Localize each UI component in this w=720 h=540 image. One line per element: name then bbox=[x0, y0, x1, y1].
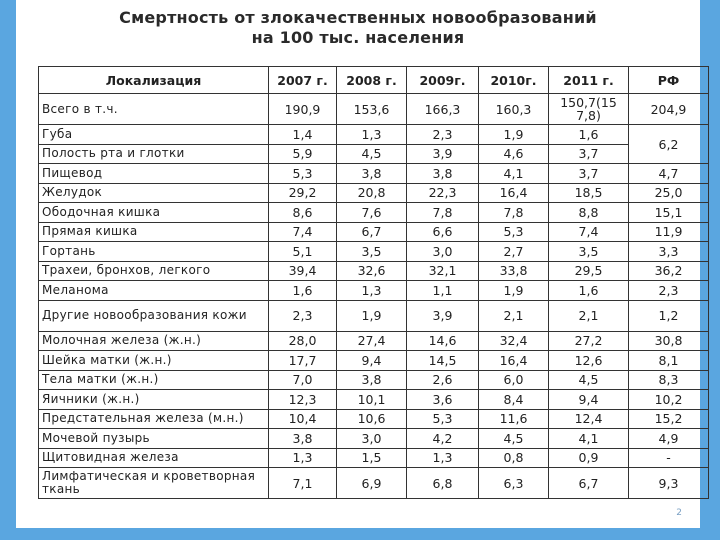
cell-value: 20,8 bbox=[337, 183, 407, 203]
cell-value: 7,1 bbox=[269, 468, 337, 499]
cell-value: 3,8 bbox=[407, 164, 479, 184]
cell-value: 28,0 bbox=[269, 331, 337, 351]
cell-localization: Яичники (ж.н.) bbox=[39, 390, 269, 410]
cell-value: 4,1 bbox=[479, 164, 549, 184]
cell-value: 1,6 bbox=[549, 125, 629, 145]
cell-value: 1,2 bbox=[629, 300, 709, 331]
cell-value: 8,4 bbox=[479, 390, 549, 410]
slide-title bbox=[16, 8, 700, 48]
cell-value: 6,8 bbox=[407, 468, 479, 499]
cell-value: 2,3 bbox=[629, 281, 709, 301]
cell-value: 3,5 bbox=[549, 242, 629, 262]
header-2007: 2007 г. bbox=[269, 67, 337, 94]
cell-value: 36,2 bbox=[629, 261, 709, 281]
cell-value: 1,9 bbox=[479, 281, 549, 301]
cell-value: 1,6 bbox=[269, 281, 337, 301]
cell-value: 0,8 bbox=[479, 448, 549, 468]
cell-localization: Полость рта и глотки bbox=[39, 144, 269, 164]
cell-value: 4,5 bbox=[479, 429, 549, 449]
table-row bbox=[39, 281, 709, 301]
cell-value: 1,3 bbox=[269, 448, 337, 468]
cell-value: 27,2 bbox=[549, 331, 629, 351]
cell-value: 153,6 bbox=[337, 94, 407, 125]
cell-value: 6,7 bbox=[549, 468, 629, 499]
cell-value: 1,9 bbox=[337, 300, 407, 331]
cell-value: 3,8 bbox=[269, 429, 337, 449]
cell-value: 150,7(15 7,8) bbox=[549, 94, 629, 125]
cell-value: 4,5 bbox=[337, 144, 407, 164]
cell-value: 8,6 bbox=[269, 203, 337, 223]
cell-value: 3,3 bbox=[629, 242, 709, 262]
cell-value: 14,6 bbox=[407, 331, 479, 351]
cell-value: 14,5 bbox=[407, 351, 479, 371]
cell-value: 22,3 bbox=[407, 183, 479, 203]
cell-value: 3,7 bbox=[549, 164, 629, 184]
mortality-table bbox=[38, 66, 709, 499]
cell-value: 30,8 bbox=[629, 331, 709, 351]
cell-value: 1,5 bbox=[337, 448, 407, 468]
cell-value: 11,6 bbox=[479, 409, 549, 429]
cell-value: 8,8 bbox=[549, 203, 629, 223]
table-header-row bbox=[39, 67, 709, 94]
cell-value: 6,9 bbox=[337, 468, 407, 499]
cell-value: 18,5 bbox=[549, 183, 629, 203]
cell-value: 1,6 bbox=[549, 281, 629, 301]
cell-value: 166,3 bbox=[407, 94, 479, 125]
cell-localization: Шейка матки (ж.н.) bbox=[39, 351, 269, 371]
header-2010: 2010г. bbox=[479, 67, 549, 94]
cell-value: 17,7 bbox=[269, 351, 337, 371]
cell-value: 3,6 bbox=[407, 390, 479, 410]
cell-value: 5,3 bbox=[269, 164, 337, 184]
title-line-2: на 100 тыс. населения bbox=[251, 28, 465, 47]
cell-value: 6,0 bbox=[479, 370, 549, 390]
table-row bbox=[39, 429, 709, 449]
cell-value: 0,9 bbox=[549, 448, 629, 468]
cell-value: 3,0 bbox=[407, 242, 479, 262]
cell-value: 16,4 bbox=[479, 183, 549, 203]
cell-value: 32,1 bbox=[407, 261, 479, 281]
page-number: 2 bbox=[676, 508, 682, 518]
cell-value: 9,3 bbox=[629, 468, 709, 499]
cell-value: 6,7 bbox=[337, 222, 407, 242]
cell-value: 6,6 bbox=[407, 222, 479, 242]
table-row bbox=[39, 242, 709, 262]
cell-value: 1,3 bbox=[407, 448, 479, 468]
cell-localization: Пищевод bbox=[39, 164, 269, 184]
cell-value: 3,9 bbox=[407, 144, 479, 164]
cell-localization: Щитовидная железа bbox=[39, 448, 269, 468]
cell-value: 12,3 bbox=[269, 390, 337, 410]
cell-value: 7,6 bbox=[337, 203, 407, 223]
cell-value: 7,0 bbox=[269, 370, 337, 390]
cell-value: 10,6 bbox=[337, 409, 407, 429]
cell-value: - bbox=[629, 448, 709, 468]
cell-value: 3,8 bbox=[337, 370, 407, 390]
cell-value: 25,0 bbox=[629, 183, 709, 203]
cell-value: 10,1 bbox=[337, 390, 407, 410]
cell-value: 5,1 bbox=[269, 242, 337, 262]
cell-value: 15,1 bbox=[629, 203, 709, 223]
cell-localization: Желудок bbox=[39, 183, 269, 203]
cell-value: 2,6 bbox=[407, 370, 479, 390]
cell-value: 4,9 bbox=[629, 429, 709, 449]
table-row bbox=[39, 300, 709, 331]
cell-value: 29,5 bbox=[549, 261, 629, 281]
cell-value: 3,7 bbox=[549, 144, 629, 164]
slide bbox=[16, 0, 700, 528]
table-row bbox=[39, 448, 709, 468]
cell-value: 27,4 bbox=[337, 331, 407, 351]
cell-value: 3,5 bbox=[337, 242, 407, 262]
cell-value: 7,8 bbox=[407, 203, 479, 223]
header-2008: 2008 г. bbox=[337, 67, 407, 94]
cell-value: 7,4 bbox=[269, 222, 337, 242]
title-line-1: Смертность от злокачественных новообразований bbox=[119, 8, 597, 27]
cell-value: 5,3 bbox=[407, 409, 479, 429]
cell-localization: Меланома bbox=[39, 281, 269, 301]
cell-value: 4,7 bbox=[629, 164, 709, 184]
cell-value: 9,4 bbox=[337, 351, 407, 371]
cell-value: 15,2 bbox=[629, 409, 709, 429]
cell-localization: Прямая кишка bbox=[39, 222, 269, 242]
cell-localization: Трахеи, бронхов, легкого bbox=[39, 261, 269, 281]
table-row bbox=[39, 222, 709, 242]
table-row bbox=[39, 390, 709, 410]
cell-value: 32,6 bbox=[337, 261, 407, 281]
cell-value: 2,1 bbox=[549, 300, 629, 331]
cell-value: 5,9 bbox=[269, 144, 337, 164]
cell-value: 4,1 bbox=[549, 429, 629, 449]
table-row bbox=[39, 468, 709, 499]
table-row bbox=[39, 409, 709, 429]
cell-localization: Всего в т.ч. bbox=[39, 94, 269, 125]
cell-value: 29,2 bbox=[269, 183, 337, 203]
cell-localization: Губа bbox=[39, 125, 269, 145]
cell-value: 2,3 bbox=[269, 300, 337, 331]
cell-localization: Предстательная железа (м.н.) bbox=[39, 409, 269, 429]
cell-value: 33,8 bbox=[479, 261, 549, 281]
cell-value: 16,4 bbox=[479, 351, 549, 371]
cell-value: 4,5 bbox=[549, 370, 629, 390]
cell-value: 5,3 bbox=[479, 222, 549, 242]
cell-value: 4,2 bbox=[407, 429, 479, 449]
table-row bbox=[39, 331, 709, 351]
cell-value: 9,4 bbox=[549, 390, 629, 410]
table-row bbox=[39, 203, 709, 223]
cell-value: 3,9 bbox=[407, 300, 479, 331]
cell-value: 7,4 bbox=[549, 222, 629, 242]
table-row bbox=[39, 144, 709, 164]
header-rf: РФ bbox=[629, 67, 709, 94]
table-row bbox=[39, 370, 709, 390]
cell-value: 7,8 bbox=[479, 203, 549, 223]
table-row bbox=[39, 125, 709, 145]
cell-value: 1,3 bbox=[337, 281, 407, 301]
cell-value: 1,9 bbox=[479, 125, 549, 145]
cell-value: 2,3 bbox=[407, 125, 479, 145]
cell-localization: Лимфатическая и кроветворная ткань bbox=[39, 468, 269, 499]
table-row bbox=[39, 183, 709, 203]
cell-value: 190,9 bbox=[269, 94, 337, 125]
cell-value: 2,7 bbox=[479, 242, 549, 262]
cell-localization: Другие новообразования кожи bbox=[39, 300, 269, 331]
table-row bbox=[39, 164, 709, 184]
cell-value: 3,8 bbox=[337, 164, 407, 184]
cell-value: 1,1 bbox=[407, 281, 479, 301]
cell-value: 160,3 bbox=[479, 94, 549, 125]
cell-value: 204,9 bbox=[629, 94, 709, 125]
table-row bbox=[39, 261, 709, 281]
header-localization: Локализация bbox=[39, 67, 269, 94]
header-2011: 2011 г. bbox=[549, 67, 629, 94]
cell-localization: Гортань bbox=[39, 242, 269, 262]
cell-value: 12,4 bbox=[549, 409, 629, 429]
cell-value: 10,2 bbox=[629, 390, 709, 410]
cell-value: 32,4 bbox=[479, 331, 549, 351]
cell-value: 2,1 bbox=[479, 300, 549, 331]
cell-localization: Молочная железа (ж.н.) bbox=[39, 331, 269, 351]
table-row bbox=[39, 351, 709, 371]
cell-localization: Тела матки (ж.н.) bbox=[39, 370, 269, 390]
header-2009: 2009г. bbox=[407, 67, 479, 94]
cell-value: 4,6 bbox=[479, 144, 549, 164]
cell-value: 6,3 bbox=[479, 468, 549, 499]
cell-value-merged: 6,2 bbox=[629, 125, 709, 164]
cell-value: 10,4 bbox=[269, 409, 337, 429]
cell-value: 8,3 bbox=[629, 370, 709, 390]
cell-value: 39,4 bbox=[269, 261, 337, 281]
cell-value: 3,0 bbox=[337, 429, 407, 449]
cell-localization: Ободочная кишка bbox=[39, 203, 269, 223]
cell-localization: Мочевой пузырь bbox=[39, 429, 269, 449]
table-row bbox=[39, 94, 709, 125]
cell-value: 11,9 bbox=[629, 222, 709, 242]
cell-value: 1,3 bbox=[337, 125, 407, 145]
cell-value: 12,6 bbox=[549, 351, 629, 371]
cell-value: 1,4 bbox=[269, 125, 337, 145]
cell-value: 8,1 bbox=[629, 351, 709, 371]
